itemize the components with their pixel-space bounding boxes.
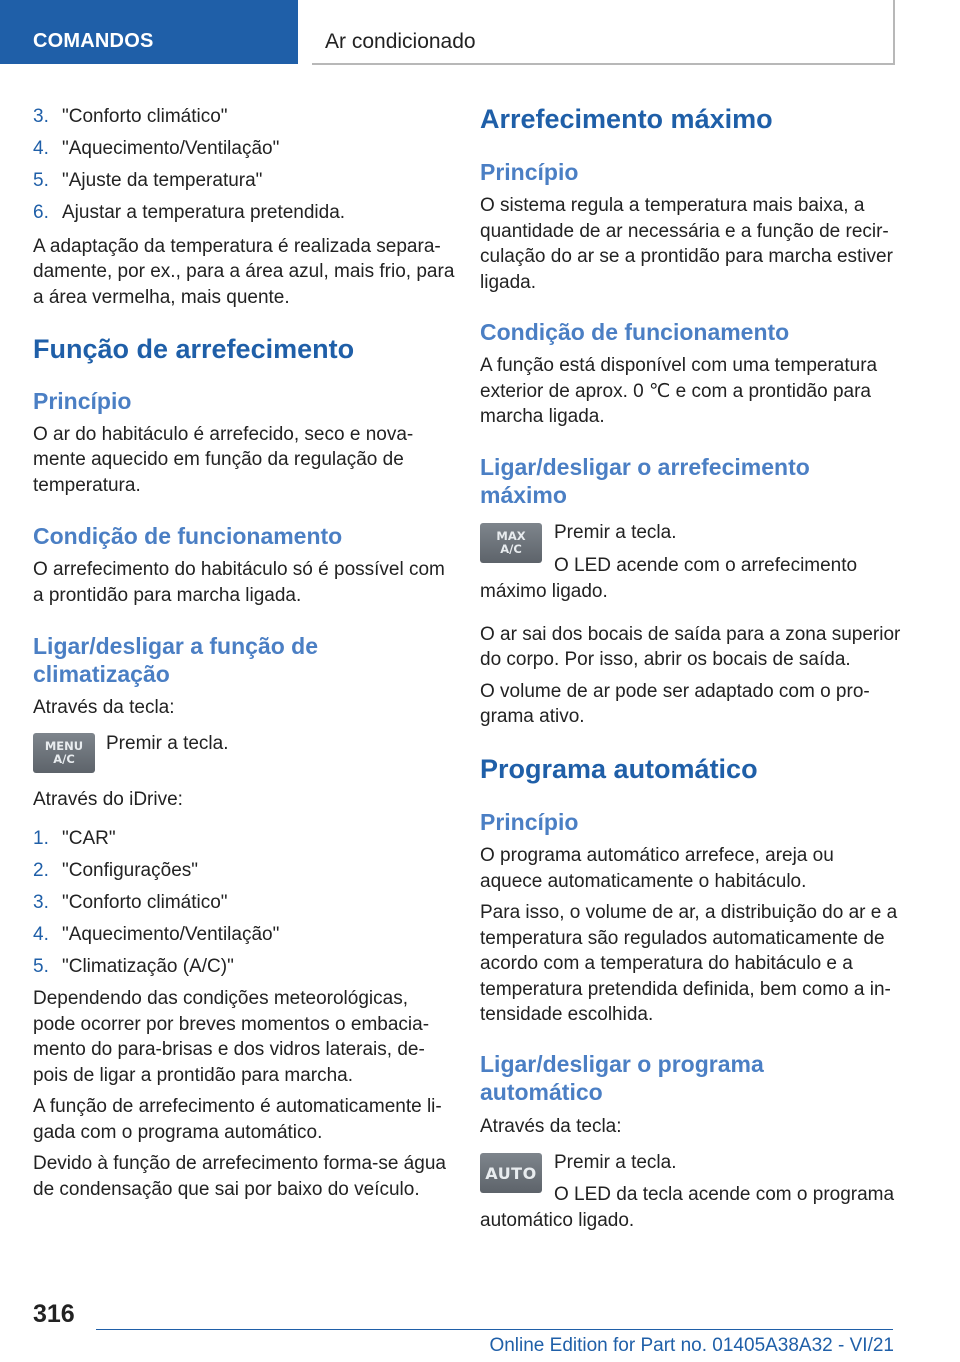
paragraph-line: mente aquecido em função da regulação de — [33, 449, 404, 470]
paragraph-line: temperatura. — [33, 475, 141, 496]
subsection-heading: Princípio — [480, 809, 579, 835]
paragraph-line: marcha ligada. — [480, 406, 605, 427]
paragraph-line: O arrefecimento do habitáculo só é possível com — [33, 559, 445, 580]
list-item: "Aquecimento/Ventilação" — [62, 138, 280, 159]
section-heading: Arrefecimento máximo — [480, 104, 773, 134]
paragraph-line: Para isso, o volume de ar, a distribuição do ar e a — [480, 902, 898, 923]
paragraph-line: pode ocorrer por breves momentos o embacia- — [33, 1014, 430, 1035]
list-number: 6. — [33, 202, 49, 223]
paragraph-line: de condensação que sai por baixo do veículo. — [33, 1179, 420, 1200]
auto-key-icon — [480, 1153, 542, 1193]
paragraph-line: a área vermelha, mais quente. — [33, 287, 290, 308]
subsection-heading: automático — [480, 1079, 603, 1105]
section-heading: Função de arrefecimento — [33, 334, 355, 364]
list-number: 3. — [33, 106, 49, 127]
list-number: 5. — [33, 170, 49, 191]
menu-ac-key-icon — [33, 733, 95, 773]
paragraph-line: O programa automático arrefece, areja ou — [480, 845, 834, 866]
paragraph-line: O LED acende com o arrefecimento — [554, 555, 858, 576]
section-tab — [0, 0, 298, 64]
paragraph-line: ligada. — [480, 272, 536, 293]
key-label: A/C — [500, 542, 522, 556]
paragraph-line: temperatura pretendida definida, bem como a in- — [480, 979, 891, 1000]
paragraph-line: A adaptação da temperatura é realizada separa- — [33, 236, 441, 257]
footer-divider — [96, 1329, 893, 1330]
paragraph-line: O sistema regula a temperatura mais baixa, a — [480, 195, 865, 216]
subsection-heading: Ligar/desligar a função de — [33, 633, 319, 659]
paragraph-line: O ar do habitáculo é arrefecido, seco e nova- — [33, 424, 414, 445]
paragraph-line: Devido à função de arrefecimento forma-se água — [33, 1153, 446, 1174]
footer-edition: Online Edition for Part no. 01405A38A32 - VI/21 — [489, 1335, 894, 1356]
paragraph-line: Através da tecla: — [33, 697, 175, 718]
list-item: "Climatização (A/C)" — [62, 956, 234, 977]
paragraph-line: O volume de ar pode ser adaptado com o pro- — [480, 681, 870, 702]
subsection-heading: Princípio — [480, 159, 579, 185]
key-label: AUTO — [485, 1163, 537, 1183]
list-number: 1. — [33, 828, 49, 849]
page-number: 316 — [33, 1300, 75, 1328]
paragraph-line: do corpo. Por isso, abrir os bocais de saída. — [480, 649, 851, 670]
paragraph-line: acordo com a temperatura do habitáculo e a — [480, 953, 853, 974]
list-number: 2. — [33, 860, 49, 881]
list-item: "Ajuste da temperatura" — [62, 170, 263, 191]
subsection-heading: Condição de funcionamento — [33, 523, 343, 549]
list-item: "Configurações" — [62, 860, 199, 881]
paragraph-line: Premir a tecla. — [106, 733, 229, 754]
paragraph-line: a prontidão para marcha ligada. — [33, 585, 302, 606]
paragraph-line: damente, por ex., para a área azul, mais frio, para — [33, 261, 455, 282]
subsection-heading: Ligar/desligar o arrefecimento — [480, 454, 810, 480]
paragraph-line: Premir a tecla. — [554, 1152, 677, 1173]
paragraph-line: mento do para-brisas e dos vidros laterais, de- — [33, 1039, 425, 1060]
list-item: "Conforto climático" — [62, 106, 228, 127]
list-item: Ajustar a temperatura pretendida. — [62, 202, 346, 223]
paragraph-line: máximo ligado. — [480, 581, 608, 602]
paragraph-line: Premir a tecla. — [554, 522, 677, 543]
key-label: MAX — [496, 529, 526, 543]
paragraph-line: A função está disponível com uma temperatura — [480, 355, 878, 376]
list-item: "CAR" — [62, 828, 116, 849]
paragraph-line: temperatura são regulados automaticamente de — [480, 928, 885, 949]
paragraph-line: gada com o programa automático. — [33, 1122, 323, 1143]
paragraph-line: Através da tecla: — [480, 1116, 622, 1137]
paragraph-line: O ar sai dos bocais de saída para a zona superior — [480, 624, 901, 645]
key-label: A/C — [53, 752, 75, 766]
paragraph-line: pois de ligar a prontidão para marcha. — [33, 1065, 354, 1086]
chapter-title: Ar condicionado — [325, 30, 476, 53]
paragraph-line: tensidade escolhida. — [480, 1004, 654, 1025]
key-label: MENU — [44, 739, 84, 753]
list-number: 5. — [33, 956, 49, 977]
paragraph-line: quantidade de ar necessária e a função de recir- — [480, 221, 889, 242]
paragraph-line: aquece automaticamente o habitáculo. — [480, 871, 807, 892]
list-number: 4. — [33, 924, 49, 945]
section-label: COMANDOS — [33, 30, 154, 52]
section-heading: Programa automático — [480, 754, 758, 784]
list-number: 4. — [33, 138, 49, 159]
subsection-heading: máximo — [480, 482, 567, 508]
list-number: 3. — [33, 892, 49, 913]
subsection-heading: climatização — [33, 661, 170, 687]
chapter-header — [312, 0, 895, 65]
subsection-heading: Ligar/desligar o programa — [480, 1051, 764, 1077]
subsection-heading: Condição de funcionamento — [480, 319, 790, 345]
max-ac-key-icon — [480, 523, 542, 563]
list-item: "Aquecimento/Ventilação" — [62, 924, 280, 945]
paragraph-line: exterior de aprox. 0 ℃ e com a prontidão para — [480, 381, 871, 402]
paragraph-line: automático ligado. — [480, 1210, 635, 1231]
paragraph-line: grama ativo. — [480, 706, 585, 727]
paragraph-line: culação do ar se a prontidão para marcha estiver — [480, 246, 893, 267]
paragraph-line: A função de arrefecimento é automaticamente li- — [33, 1096, 442, 1117]
paragraph-line: Dependendo das condições meteorológicas, — [33, 988, 408, 1009]
subsection-heading: Princípio — [33, 388, 132, 414]
paragraph-line: Através do iDrive: — [33, 789, 183, 810]
list-item: "Conforto climático" — [62, 892, 228, 913]
paragraph-line: O LED da tecla acende com o programa — [554, 1184, 895, 1205]
